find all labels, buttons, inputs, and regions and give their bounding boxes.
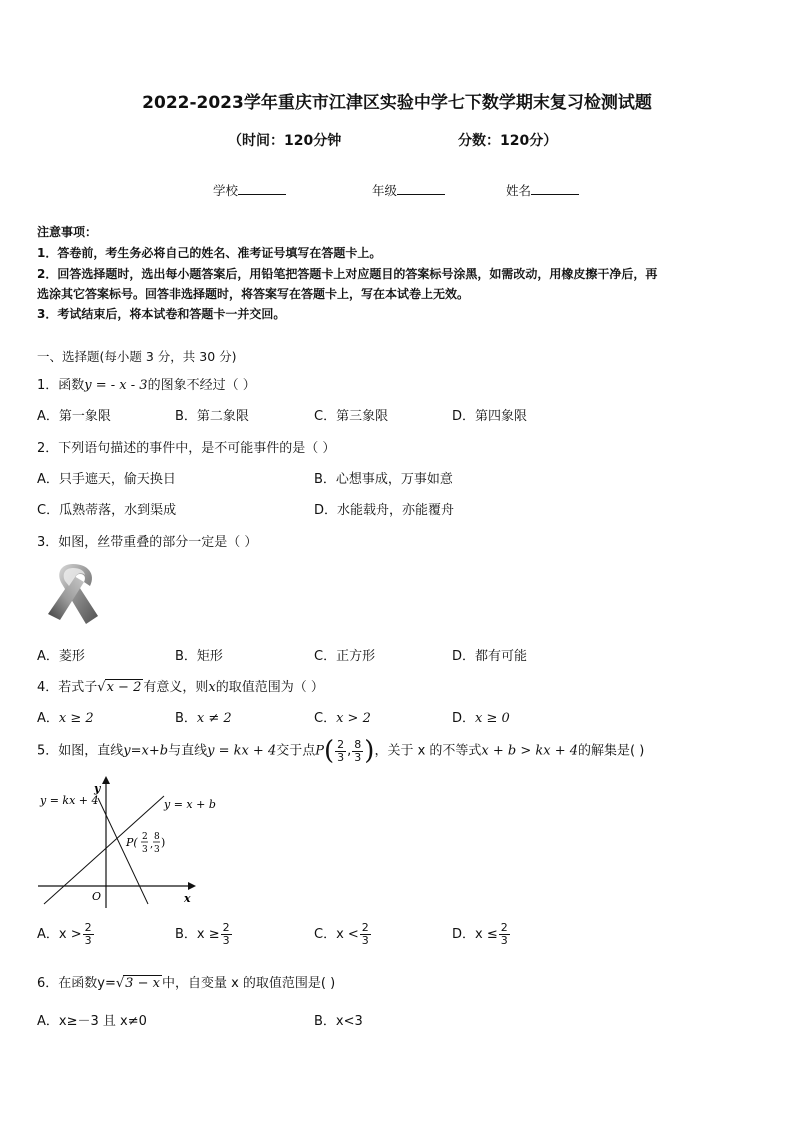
grade-field [372,181,445,199]
q5-line1: y=x+b [123,743,169,759]
school-blank [238,182,286,195]
q4-option-b-label: B． [175,711,197,726]
q5-option-a-frac [83,922,94,947]
q4-pre: 4．若式子 [37,680,98,695]
ribbon-figure [38,558,108,630]
q5-option-b-label: B． [175,927,197,942]
q6-option-b: B．x<3 [314,1014,363,1029]
q1-post: 的图象不经过（ ） [147,378,256,393]
q4-option-c-label: C． [314,711,337,726]
q5-mid2: 交于点 [276,743,316,759]
q1-option-a: A．第一象限 [37,409,111,424]
q4-option-a-label: A． [37,711,59,726]
q6-radicand: 3 − x [125,976,160,991]
q4-option-c [314,707,371,726]
q1-option-b: B．第二象限 [175,409,249,424]
q5-option-c-den: 3 [361,934,369,947]
q2-option-c: C．瓜熟蒂落，水到渠成 [37,503,177,518]
svg-text:): ) [161,836,166,849]
label-y-axis: y [94,782,101,795]
q5-option-a-label: A． [37,927,59,942]
exam-title: 2022-2023学年重庆市江津区实验中学七下数学期末复习检测试题 [142,93,652,113]
q5-option-a-den: 3 [84,934,92,947]
question-1 [37,374,256,393]
graph-frac-b-den: 3 [154,845,160,855]
q3-option-a: A．菱形 [37,649,85,664]
q5-option-b-num: 2 [222,921,230,934]
q5-option-d-rel: x ≤ [475,927,498,942]
graph-frac-a-num: 2 [142,832,148,842]
q5-option-d-den: 3 [500,934,508,947]
q1-pre: 1．函数 [37,378,85,393]
q5-pre: 5．如图，直线 [37,743,124,759]
q4-option-a-math: x ≥ 2 [58,711,94,726]
q4-option-d-math: x ≥ 0 [475,711,510,726]
q5-end: 的解集是( ) [578,743,645,759]
q2-option-b: B．心想事成，万事如意 [314,472,453,487]
question-6: 6．在函数y=√3 − x 中，自变量 x 的取值范围是( ) [37,976,336,991]
notice-item-2a: 2．回答选择题时，选出每小题答案后，用铅笔把答题卡上对应题目的答案标号涂黑，如需改动，用橡皮擦干净后，再 [37,267,658,281]
q5-option-a [37,922,95,947]
q5-frac-a [335,739,346,764]
q3-option-b: B．矩形 [175,649,223,664]
q4-option-b [175,707,232,726]
x-axis-arrow [188,882,196,890]
q5-option-d-num: 2 [500,921,508,934]
q4-post: 的取值范围为（ ） [215,680,324,695]
notice-item-1: 1．答卷前，考生务必将自己的姓名、准考证号填写在答题卡上。 [37,246,382,260]
q6-post: 中，自变量 x 的取值范围是( ) [161,976,336,991]
q5-inequality: x + b > kx + 4 [481,743,579,759]
notice-item-3: 3．考试结束后，将本试卷和答题卡一并交回。 [37,307,286,321]
y-axis-arrow [102,776,110,784]
school-field [213,181,286,199]
q5-option-d-frac [499,922,510,947]
q5-frac-b-den: 3 [354,750,362,764]
time-label: （时间：120分钟 [228,133,342,149]
label-line1: y = x + b [164,798,216,811]
q5-option-c-rel: x < [336,927,359,942]
q4-mid: 有意义，则 [143,680,209,695]
question-3: 3．如图，丝带重叠的部分一定是（ ） [37,535,258,550]
q5-option-b [175,922,233,947]
name-field [506,181,579,199]
notice-heading: 注意事项： [37,225,98,239]
label-origin: O [92,890,102,903]
school-label: 学校 [213,183,239,198]
q5-option-b-den: 3 [222,934,230,947]
q3-option-d: D．都有可能 [452,649,528,664]
q3-option-c: C．正方形 [314,649,376,664]
q4-option-a [37,707,94,726]
q5-option-c-frac [360,922,371,947]
name-blank [531,182,579,195]
q5-graph [36,772,216,912]
q5-mid1: 与直线 [168,743,208,759]
notice-item-2b: 选涂其它答案标号。回答非选择题时，将答案写在答题卡上，写在本试卷上无效。 [37,287,470,301]
q5-frac-a-den: 3 [337,750,345,764]
q5-frac-b-num: 8 [354,737,362,751]
q5-option-c-num: 2 [361,921,369,934]
section-heading: 一、选择题(每小题 3 分，共 30 分) [37,349,237,364]
question-2: 2．下列语句描述的事件中，是不可能事件的是（ ） [37,441,336,456]
name-label: 姓名 [506,183,532,198]
q5-option-c [314,922,372,947]
q5-option-d [452,922,511,947]
question-5: 5．如图，直线y=x+b与直线y = kx + 4交于点P( $\frac{2}{3}$ , $\frac{8}{3}$ )，关于 x 的不等式x + b > kx + 4的解集是( ) [37,736,645,766]
score-label: 分数：120分） [458,133,558,149]
q1-formula: y = - x - 3 [84,378,148,393]
q5-line2: y = kx + 4 [207,743,277,759]
q4-radicand: x − 2 [106,680,142,695]
label-x-axis: x [184,892,191,905]
graph-frac-a-den: 3 [142,845,148,855]
label-line2: y = kx + 4 [40,794,99,807]
q5-option-c-label: C． [314,927,337,942]
q6-option-a: A．x≥－3 且 x≠0 [37,1014,147,1029]
q6-y: y= [97,976,116,991]
q4-option-d-label: D． [452,711,476,726]
q5-post: ，关于 x 的不等式 [374,743,482,759]
graph-frac-b-num: 8 [154,832,160,842]
q4-option-d [452,707,510,726]
q5-comma: , [347,743,352,759]
q4-option-b-math: x ≠ 2 [196,711,232,726]
q5-frac-a-num: 2 [337,737,345,751]
label-point-p: P( [126,836,138,849]
question-4: 4．若式子√x − 2 有意义，则x的取值范围为（ ） [37,680,324,695]
q5-option-b-frac [221,922,232,947]
q5-frac-b [352,739,363,764]
q4-var: x [208,680,216,695]
q5-option-d-label: D． [452,927,476,942]
q4-option-c-math: x > 2 [336,711,371,726]
q5-point-p: P [315,743,324,759]
q5-option-a-rel: x > [58,927,82,942]
svg-text:,: , [150,839,154,850]
q2-option-a: A．只手遮天，偷天换日 [37,472,176,487]
q1-option-c: C．第三象限 [314,409,389,424]
q6-pre: 6．在函数 [37,976,98,991]
grade-blank [397,182,445,195]
grade-label: 年级 [372,183,398,198]
q5-option-b-rel: x ≥ [196,927,220,942]
q2-option-d: D．水能载舟，亦能覆舟 [314,503,455,518]
q5-option-a-num: 2 [84,921,92,934]
q1-option-d: D．第四象限 [452,409,528,424]
